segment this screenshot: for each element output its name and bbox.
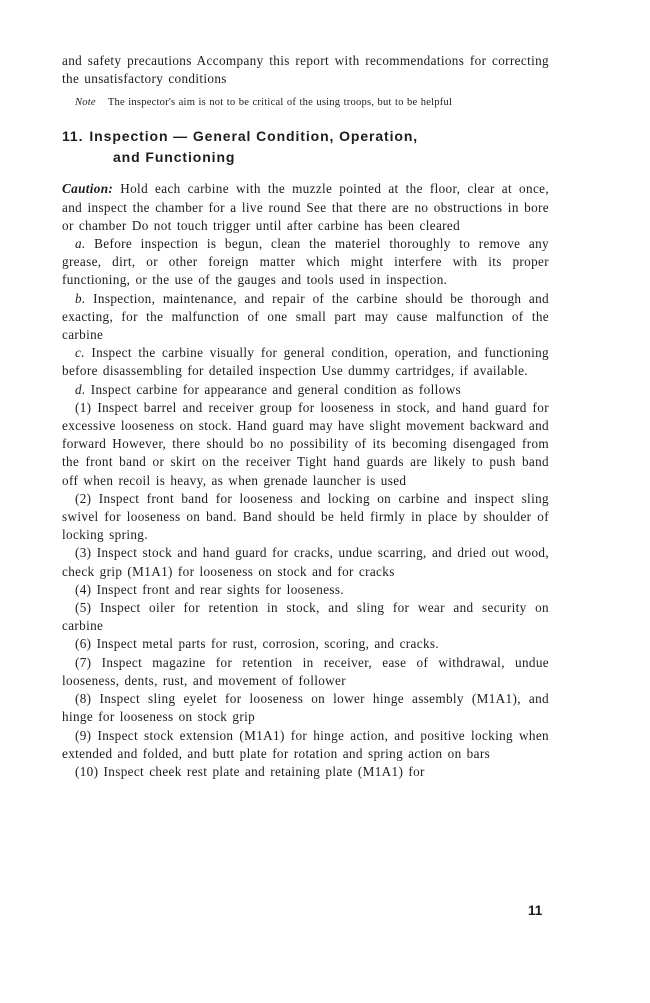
item-label: (8) — [75, 691, 92, 707]
item-text: Inspect oiler for retention in stock, and sling for wear and security on carbine — [62, 600, 549, 634]
intro-paragraph: and safety precautions Accompany this report with recommendations for correcting the unsatisfactory conditions — [62, 53, 549, 87]
section-title-line2: and Functioning — [113, 149, 236, 166]
list-item-4 — [62, 581, 549, 599]
paragraph-a — [62, 235, 549, 290]
item-label: (1) — [75, 399, 92, 415]
list-item-6 — [62, 635, 549, 653]
paragraph-label: b. — [75, 290, 86, 306]
list-item-9 — [62, 727, 549, 763]
item-text: Inspect metal parts for rust, corrosion, scoring, and cracks. — [96, 636, 440, 652]
item-label: (2) — [75, 490, 92, 506]
section-heading — [62, 126, 549, 168]
item-text: Inspect front band for looseness and locking on carbine and inspect sling swivel for looseness on band. Band should be held firmly in place by shoulder of locking spring. — [62, 490, 549, 543]
item-text: Inspect barrel and receiver group for looseness in stock, and hand guard for excessive looseness on stock. Hand guard may have slight movement backward and forward However, there should bo no possibility of its becoming disengaged from the front band or skirt on the receiver Tight hand guards are likely to push band off when recoil is heavy, as when grenade launcher is used — [62, 399, 549, 488]
paragraph-label: c. — [75, 345, 85, 361]
item-text: Inspect cheek rest plate and retaining plate (M1A1) for — [103, 763, 425, 779]
paragraph-text: Inspect the carbine visually for general condition, operation, and functioning before disassembling for detailed inspection Use dummy cartridges, if available. — [62, 345, 549, 379]
caution-label: Caution: — [62, 181, 114, 197]
item-text: Inspect front and rear sights for looseness. — [96, 581, 345, 597]
item-label: (6) — [75, 636, 92, 652]
document-page — [62, 52, 549, 781]
caution-text: Hold each carbine with the muzzle pointed at the floor, clear at once, and inspect the chamber for a live round See that there are no obstructions in bore or chamber Do not touch trigger until after carbine has been cleared — [62, 181, 550, 233]
paragraph-label: a. — [75, 236, 86, 252]
list-item-2 — [62, 490, 549, 545]
item-text: Inspect sling eyelet for looseness on lower hinge assembly (M1A1), and hinge for looseness on stock grip — [62, 691, 549, 725]
item-label: (9) — [75, 727, 92, 743]
item-text: Inspect stock and hand guard for cracks, undue scarring, and dried out wood, check grip (M1A1) for looseness on stock and for cracks — [62, 545, 549, 579]
paragraph-text: Before inspection is begun, clean the materiel thoroughly to remove any grease, dirt, or other foreign matter which might interfere with its proper functioning, or the use of the gauges and tools used in inspection. — [62, 236, 549, 288]
section-number: 11. — [62, 128, 84, 145]
list-item-1 — [62, 399, 549, 490]
note-text: The inspector's aim is not to be critical of the using troops, but to be helpful — [107, 97, 453, 109]
note-paragraph — [75, 96, 549, 110]
section-title-line1: Inspection — General Condition, Operation, — [89, 128, 419, 145]
paragraph-d — [62, 381, 549, 399]
list-item-3 — [62, 544, 549, 580]
paragraph-text: Inspect carbine for appearance and general condition as follows — [90, 381, 461, 397]
paragraph-label: d. — [75, 381, 86, 397]
list-item-8 — [62, 690, 549, 726]
note-label: Note — [75, 97, 96, 109]
list-item-5 — [62, 599, 549, 635]
paragraph-b — [62, 290, 549, 345]
item-label: (4) — [75, 581, 92, 597]
caution-paragraph — [62, 180, 549, 235]
paragraph-text: Inspection, maintenance, and repair of the carbine should be thorough and exacting, for the malfunction of one small part may cause malfunction of the carbine — [62, 290, 549, 343]
item-label: (3) — [75, 545, 92, 561]
list-item-7 — [62, 654, 549, 690]
item-text: Inspect magazine for retention in receiver, ease of withdrawal, undue looseness, dents, rust, and movement of follower — [62, 654, 549, 688]
item-label: (5) — [75, 600, 92, 616]
item-label: (7) — [75, 654, 92, 670]
list-item-10 — [62, 763, 549, 781]
paragraph-c — [62, 344, 549, 380]
item-label: (10) — [75, 763, 99, 779]
item-text: Inspect stock extension (M1A1) for hinge action, and positive locking when extended and folded, and butt plate for rotation and spring action on bars — [62, 727, 549, 761]
page-number: 11 — [528, 903, 543, 918]
